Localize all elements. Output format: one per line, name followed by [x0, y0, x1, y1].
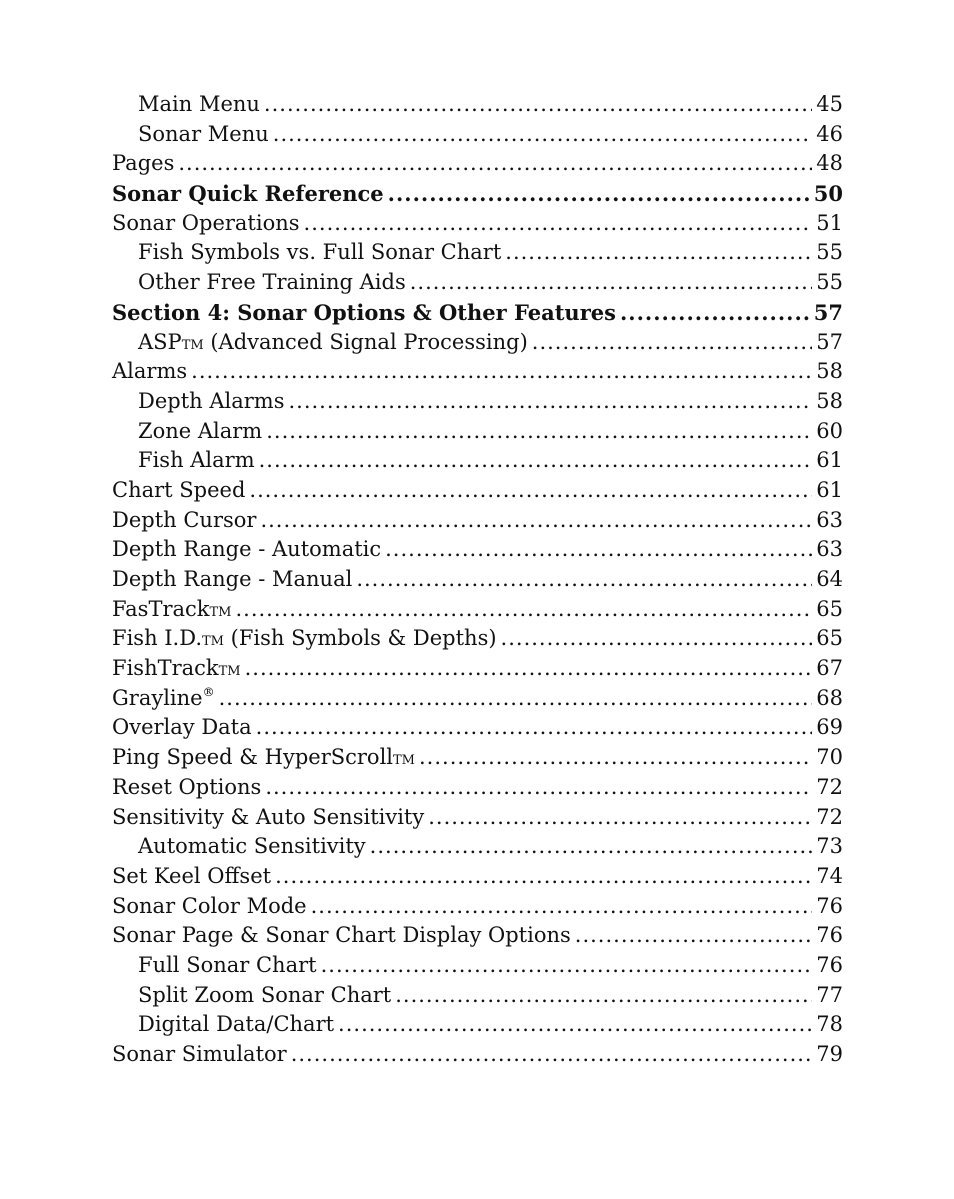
dot-leader: [265, 773, 812, 803]
trademark-mark: TM: [218, 664, 241, 680]
toc-entry-title: [112, 773, 261, 803]
table-of-contents: [112, 90, 843, 1070]
toc-entry-title-suffix: (Advanced Signal Processing): [203, 329, 528, 354]
toc-entry-title-text: Zone Alarm: [138, 418, 263, 443]
toc-entry-page-number: 73: [816, 834, 843, 859]
toc-entry: [112, 446, 843, 476]
toc-entry-page-number: 72: [816, 804, 843, 829]
dot-leader: [419, 743, 812, 773]
toc-entry-title: [112, 713, 252, 743]
toc-entry-page-number: 72: [816, 774, 843, 799]
dot-leader: [311, 892, 813, 922]
toc-entry-title: [112, 535, 381, 565]
toc-entry-page-number: 55: [816, 240, 843, 265]
toc-entry: [112, 387, 843, 417]
dot-leader: [388, 179, 810, 209]
toc-entry: [112, 892, 843, 922]
toc-entry-title: [112, 298, 616, 328]
toc-entry-page-number: 76: [816, 893, 843, 918]
toc-entry-title: [138, 951, 317, 981]
toc-entry: [112, 535, 843, 565]
toc-entry-page-number: 45: [816, 92, 843, 116]
toc-entry-page-number: 65: [816, 626, 843, 651]
toc-entry-page-number: 63: [816, 507, 843, 532]
dot-leader: [273, 120, 812, 150]
dot-leader: [260, 506, 812, 536]
toc-entry-title-text: Digital Data/Chart: [138, 1012, 335, 1037]
dot-leader: [304, 209, 813, 239]
dot-leader: [385, 535, 812, 565]
toc-entry-title-text: Ping Speed & HyperScroll: [112, 745, 394, 770]
toc-entry-title: [112, 595, 231, 628]
toc-entry-title: [112, 565, 352, 595]
toc-entry-title-text: ASP: [138, 329, 182, 354]
toc-entry-page-number: 64: [816, 567, 843, 591]
toc-entry: [112, 713, 843, 743]
toc-entry: [112, 1040, 843, 1070]
toc-entry-title: [112, 892, 307, 922]
toc-entry-title: [138, 446, 255, 476]
toc-entry: [112, 298, 843, 328]
toc-entry: [112, 743, 843, 773]
toc-entry-title-text: Alarms: [112, 359, 188, 384]
toc-entry-title-text: Depth Cursor: [112, 507, 257, 532]
toc-entry-page-number: 48: [816, 151, 843, 176]
toc-entry: [112, 951, 843, 981]
dot-leader: [191, 357, 812, 387]
toc-entry: [112, 684, 843, 714]
dot-leader: [620, 298, 810, 328]
toc-entry: [112, 1010, 843, 1040]
toc-entry-title: [112, 803, 424, 833]
toc-entry-title-text: Sonar Page & Sonar Chart Display Options: [112, 923, 571, 948]
toc-entry-page-number: 77: [816, 982, 843, 1007]
dot-leader: [288, 387, 812, 417]
toc-entry-title-text: FasTrack: [112, 596, 210, 621]
toc-entry-title-text: Set Keel Offset: [112, 863, 272, 888]
trademark-mark: TM: [393, 753, 415, 769]
dot-leader: [266, 417, 812, 447]
toc-entry-title-text: Sonar Color Mode: [112, 893, 307, 918]
toc-entry-page-number: 58: [816, 359, 843, 384]
toc-entry-title: [112, 476, 245, 506]
toc-entry-title-text: Fish I.D.: [112, 626, 202, 651]
toc-entry-title: [112, 1040, 287, 1070]
toc-entry-title-text: Sonar Menu: [138, 121, 269, 146]
toc-entry: [112, 654, 843, 684]
toc-entry-title: [112, 357, 187, 387]
toc-entry: [112, 921, 843, 951]
dot-leader: [338, 1010, 812, 1040]
toc-entry: [112, 238, 843, 268]
toc-entry-title-text: Sensitivity & Auto Sensitivity: [112, 804, 425, 829]
toc-entry-title-text: Other Free Training Aids: [138, 270, 406, 295]
toc-entry-title-text: Depth Alarms: [138, 388, 285, 413]
dot-leader: [275, 862, 812, 892]
dot-leader: [575, 921, 812, 951]
dot-leader: [505, 238, 812, 268]
toc-entry: [112, 862, 843, 892]
toc-entry-title: [112, 209, 300, 239]
toc-entry: [112, 565, 843, 595]
toc-entry-page-number: 67: [816, 656, 843, 681]
toc-entry-title: [138, 417, 262, 447]
toc-entry-title: [112, 743, 415, 776]
toc-entry-title-text: Sonar Simulator: [112, 1042, 287, 1066]
toc-entry-title-text: Depth Range - Manual: [112, 567, 353, 591]
toc-entry-title: [138, 90, 260, 120]
dot-leader: [259, 446, 813, 476]
toc-entry-title: [138, 238, 501, 268]
toc-entry-title: [138, 1010, 334, 1040]
dot-leader: [410, 268, 813, 298]
toc-entry: [112, 357, 843, 387]
toc-entry-title-text: Overlay Data: [112, 715, 252, 740]
toc-entry: [112, 595, 843, 625]
toc-entry-title-text: Section 4: Sonar Options & Other Features: [112, 299, 616, 325]
toc-entry: [112, 773, 843, 803]
toc-entry-title-text: Fish Symbols vs. Full Sonar Chart: [138, 240, 502, 265]
toc-entry-title-text: Reset Options: [112, 774, 262, 799]
toc-entry-page-number: 76: [816, 952, 843, 977]
toc-entry-page-number: 76: [816, 923, 843, 948]
dot-leader: [356, 565, 812, 595]
toc-entry: [112, 209, 843, 239]
dot-leader: [264, 90, 812, 120]
toc-entry-title: [112, 149, 174, 179]
toc-entry-title: [138, 981, 391, 1011]
dot-leader: [395, 981, 812, 1011]
toc-entry: [112, 981, 843, 1011]
toc-entry-title-text: FishTrack: [112, 656, 219, 681]
toc-entry: [112, 149, 843, 179]
toc-entry-title: [138, 328, 528, 361]
toc-entry: [112, 417, 843, 447]
toc-entry-title: [112, 684, 215, 714]
dot-leader: [532, 328, 812, 358]
toc-entry-page-number: 55: [816, 270, 843, 295]
toc-entry-title-text: Sonar Operations: [112, 210, 300, 235]
toc-entry-page-number: 51: [816, 210, 843, 235]
dot-leader: [501, 624, 813, 654]
toc-entry: [112, 328, 843, 358]
toc-entry-page-number: 69: [816, 715, 843, 740]
dot-leader: [249, 476, 812, 506]
toc-entry-title: [138, 268, 406, 298]
toc-entry-title-text: Full Sonar Chart: [138, 952, 317, 977]
toc-entry-page-number: 46: [816, 121, 843, 146]
toc-entry-title-text: Depth Range - Automatic: [112, 537, 382, 562]
toc-entry-page-number: 61: [816, 477, 843, 502]
toc-entry-title-text: Chart Speed: [112, 477, 246, 502]
toc-entry-page-number: 57: [816, 329, 843, 354]
toc-entry-title-text: Main Menu: [138, 92, 260, 116]
dot-leader: [256, 713, 813, 743]
toc-entry: [112, 268, 843, 298]
dot-leader: [235, 595, 812, 625]
toc-entry: [112, 179, 843, 209]
registered-mark: ®: [202, 684, 215, 699]
dot-leader: [219, 684, 813, 714]
toc-entry: [112, 120, 843, 150]
toc-entry-title: [138, 387, 284, 417]
toc-entry-title: [138, 832, 366, 862]
dot-leader: [321, 951, 813, 981]
toc-entry-page-number: 57: [813, 299, 843, 325]
dot-leader: [178, 149, 812, 179]
toc-entry: [112, 506, 843, 536]
toc-entry-page-number: 61: [816, 448, 843, 473]
toc-entry-title-text: Fish Alarm: [138, 448, 255, 473]
toc-entry-page-number: 68: [816, 685, 843, 710]
toc-entry-page-number: 60: [816, 418, 843, 443]
toc-entry-title-text: Grayline: [112, 685, 203, 710]
toc-entry-title: [112, 506, 256, 536]
toc-entry-page-number: 74: [816, 863, 843, 888]
toc-entry-title-text: Sonar Quick Reference: [112, 181, 384, 207]
toc-entry-title: [112, 654, 241, 687]
trademark-mark: TM: [209, 604, 232, 620]
toc-entry-title: [138, 120, 269, 150]
trademark-mark: TM: [181, 337, 204, 353]
toc-entry-page-number: 65: [816, 596, 843, 621]
toc-entry-title-suffix: (Fish Symbols & Depths): [223, 626, 497, 651]
toc-entry-title: [112, 921, 571, 951]
toc-entry: [112, 476, 843, 506]
toc-entry: [112, 624, 843, 654]
dot-leader: [291, 1040, 813, 1070]
dot-leader: [245, 654, 813, 684]
toc-entry-page-number: 58: [816, 388, 843, 413]
toc-entry-page-number: 70: [816, 745, 843, 770]
toc-entry-page-number: 78: [816, 1012, 843, 1037]
toc-entry-page-number: 50: [813, 181, 843, 207]
toc-entry-title-text: Pages: [112, 151, 175, 176]
toc-entry: [112, 803, 843, 833]
dot-leader: [370, 832, 813, 862]
trademark-mark: TM: [202, 634, 224, 650]
toc-entry-title-text: Split Zoom Sonar Chart: [138, 982, 392, 1007]
toc-entry-title: [112, 179, 384, 209]
toc-entry: [112, 90, 843, 120]
toc-entry-title: [112, 862, 271, 892]
toc-entry-title-text: Automatic Sensitivity: [138, 834, 366, 859]
dot-leader: [428, 803, 812, 833]
toc-entry-page-number: 63: [816, 537, 843, 562]
toc-entry-page-number: 79: [816, 1042, 843, 1066]
toc-entry: [112, 832, 843, 862]
toc-entry-title: [112, 624, 497, 657]
